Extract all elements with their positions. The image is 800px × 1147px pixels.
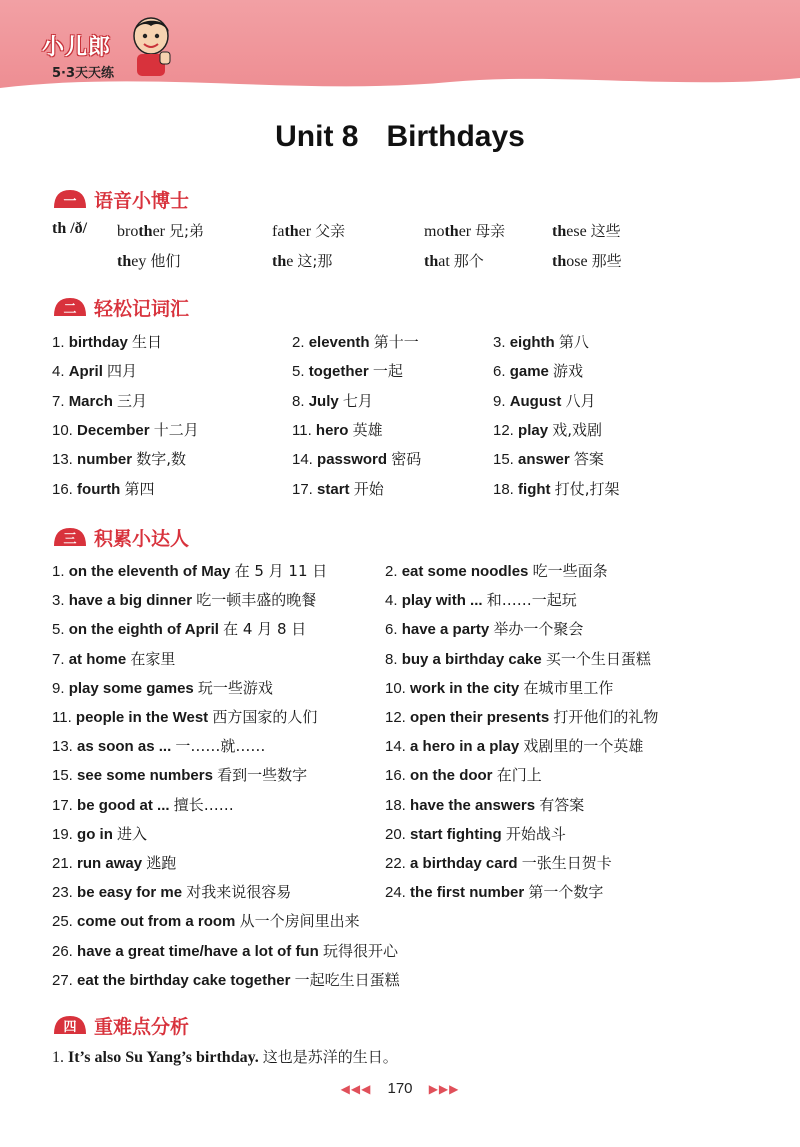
phrase-item: 11. people in the West 西方国家的人们: [52, 708, 318, 726]
phonics-word: father 父亲: [272, 222, 346, 240]
vocab-item: 17. start 开始: [292, 480, 384, 498]
phrase-item: 7. at home 在家里: [52, 650, 176, 668]
phonics-word: that 那个: [424, 252, 484, 270]
phrase-item: 27. eat the birthday cake together 一起吃生日蛋糕: [52, 971, 400, 989]
phrase-item: 22. a birthday card 一张生日贺卡: [385, 854, 612, 872]
page-title: Unit 8 Birthdays: [275, 120, 525, 153]
series-label: 5·3天天练: [52, 66, 115, 81]
section-badge: 三: [52, 526, 88, 548]
key-sentence: 1. It’s also Su Yang’s birthday. 这也是苏洋的生日。: [52, 1048, 398, 1066]
vocab-item: 15. answer 答案: [493, 450, 604, 468]
phrase-item: 5. on the eighth of April 在 4 月 8 日: [52, 620, 307, 638]
vocab-item: 7. March 三月: [52, 392, 148, 410]
phrase-item: 2. eat some noodles 吃一些面条: [385, 562, 608, 580]
phrase-item: 26. have a great time/have a lot of fun 玩得很开心: [52, 942, 398, 960]
page-footer: [0, 1080, 800, 1097]
vocab-item: 2. eleventh 第十一: [292, 333, 419, 351]
section-header-phrases: [52, 524, 189, 550]
vocab-item: 16. fourth 第四: [52, 480, 155, 498]
phrase-item: 16. on the door 在门上: [385, 766, 542, 784]
section-title: 轻松记词汇: [94, 297, 190, 320]
phrase-item: 23. be easy for me 对我来说很容易: [52, 883, 292, 901]
phrase-item: 19. go in 进入: [52, 825, 148, 843]
phrase-item: 13. as soon as ... 一……就……: [52, 737, 266, 755]
vocab-item: 8. July 七月: [292, 392, 373, 410]
section-title: 积累小达人: [94, 527, 190, 550]
vocab-item: 6. game 游戏: [493, 362, 584, 380]
vocab-item: 14. password 密码: [292, 450, 422, 468]
phrase-item: 4. play with ... 和……一起玩: [385, 591, 577, 609]
phrase-item: 3. have a big dinner 吃一顿丰盛的晚餐: [52, 591, 317, 609]
vocab-item: 9. August 八月: [493, 392, 596, 410]
phrase-item: 20. start fighting 开始战斗: [385, 825, 566, 843]
phrase-item: 15. see some numbers 看到一些数字: [52, 766, 308, 784]
phrase-item: 12. open their presents 打开他们的礼物: [385, 708, 659, 726]
vocab-item: 3. eighth 第八: [493, 333, 589, 351]
section-badge: 一: [52, 188, 88, 210]
phrase-item: 18. have the answers 有答案: [385, 796, 585, 814]
prev-arrows-icon: ◀◀◀: [340, 1082, 372, 1096]
phrase-item: 14. a hero in a play 戏剧里的一个英雄: [385, 737, 644, 755]
phrase-item: 8. buy a birthday cake 买一个生日蛋糕: [385, 650, 651, 668]
section-header-key-points: [52, 1012, 189, 1038]
phrase-item: 6. have a party 举办一个聚会: [385, 620, 584, 638]
phonics-word: these 这些: [552, 222, 621, 240]
vocab-item: 13. number 数字,数: [52, 450, 186, 468]
vocab-item: 18. fight 打仗,打架: [493, 480, 620, 498]
phrase-item: 10. work in the city 在城市里工作: [385, 679, 614, 697]
section-badge: 四: [52, 1014, 88, 1036]
phrase-item: 21. run away 逃跑: [52, 854, 177, 872]
page-number: 170: [387, 1080, 413, 1097]
phrase-item: 25. come out from a room 从一个房间里出来: [52, 912, 360, 930]
phrase-item: 9. play some games 玩一些游戏: [52, 679, 273, 697]
phonics-word: those 那些: [552, 252, 622, 270]
vocab-item: 4. April 四月: [52, 362, 138, 380]
vocab-item: 1. birthday 生日: [52, 333, 163, 351]
vocab-item: 10. December 十二月: [52, 421, 199, 439]
section-header-vocabulary: [52, 294, 189, 320]
banner-wave: [0, 60, 800, 100]
brand-logo: 小儿郎: [42, 35, 112, 60]
next-arrows-icon: ▶▶▶: [428, 1082, 460, 1096]
mascot-icon: [126, 14, 176, 78]
phonics-sound: th /ð/: [52, 220, 88, 237]
vocab-item: 12. play 戏,戏剧: [493, 421, 602, 439]
phonics-word: the 这;那: [272, 252, 333, 270]
phrase-item: 24. the first number 第一个数字: [385, 883, 604, 901]
phonics-word: they 他们: [117, 252, 181, 270]
vocab-item: 5. together 一起: [292, 362, 403, 380]
section-header-phonics: [52, 186, 189, 212]
vocab-item: 11. hero 英雄: [292, 421, 383, 439]
phonics-word: mother 母亲: [424, 222, 506, 240]
section-title: 重难点分析: [94, 1015, 190, 1038]
phrase-item: 17. be good at ... 擅长……: [52, 796, 234, 814]
section-title: 语音小博士: [94, 189, 190, 212]
phrase-item: 1. on the eleventh of May 在 5 月 11 日: [52, 562, 328, 580]
section-badge: 二: [52, 296, 88, 318]
phonics-word: brother 兄;弟: [117, 222, 205, 240]
